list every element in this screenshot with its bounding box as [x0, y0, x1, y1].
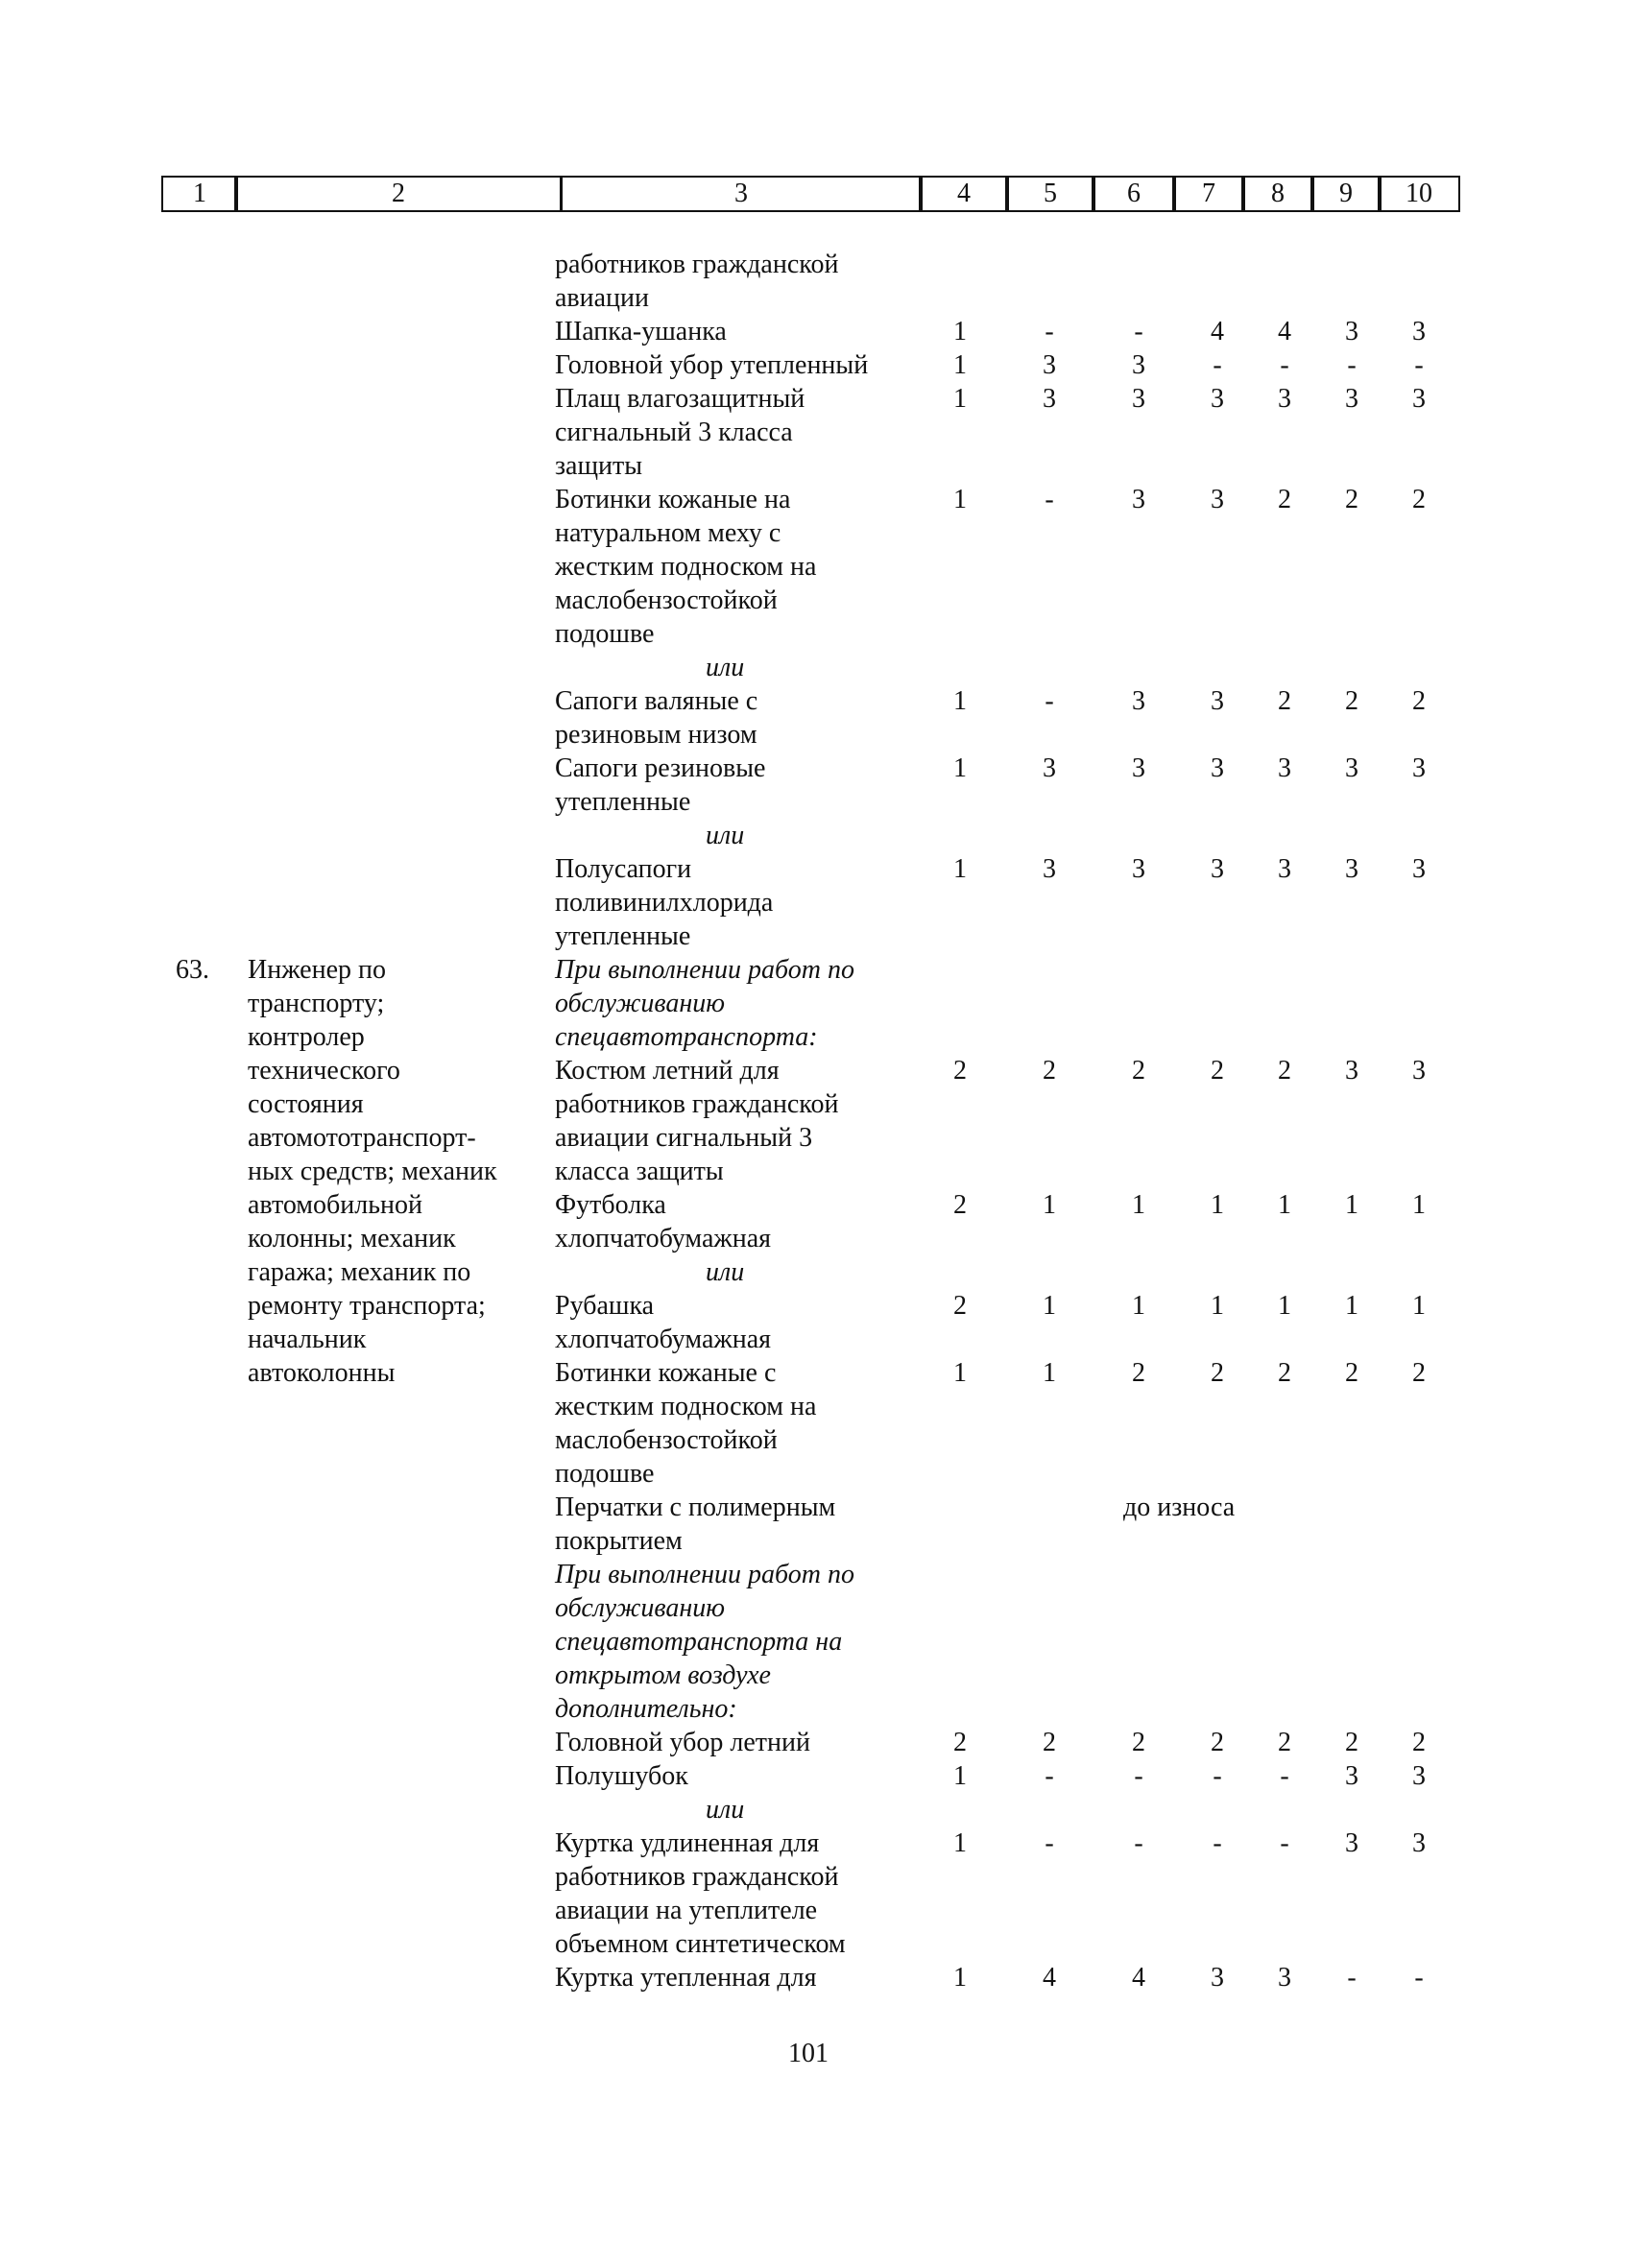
value-col-10: 2 — [1412, 1728, 1426, 1757]
value-col-8: - — [1280, 1761, 1289, 1791]
value-col-4: 1 — [953, 1963, 967, 1993]
value-col-5: 2 — [1043, 1728, 1056, 1757]
page-number: 101 — [788, 2039, 829, 2068]
value-col-7: 3 — [1211, 1963, 1224, 1993]
column-header-4: 4 — [919, 176, 1009, 212]
value-col-5: - — [1045, 1828, 1054, 1858]
column-header-5: 5 — [1005, 176, 1095, 212]
value-col-10: 2 — [1412, 686, 1426, 716]
position-title-line: ных средств; механик — [248, 1157, 497, 1186]
value-col-5: 1 — [1043, 1291, 1056, 1321]
value-col-9: 2 — [1345, 686, 1358, 716]
value-col-6: 3 — [1132, 753, 1145, 783]
value-col-6: 4 — [1132, 1963, 1145, 1993]
item-name-line: работников гражданской — [555, 1862, 839, 1892]
item-name-line: Ботинки кожаные с — [555, 1358, 777, 1388]
value-col-4: 1 — [953, 753, 967, 783]
item-name-line: защиты — [555, 451, 643, 481]
value-col-9: 3 — [1345, 854, 1358, 884]
value-col-5: 3 — [1043, 384, 1056, 414]
value-col-10: 3 — [1412, 384, 1426, 414]
item-name-line: Шапка-ушанка — [555, 317, 727, 346]
value-col-4: 1 — [953, 350, 967, 380]
item-name-line: авиации на утеплителе — [555, 1896, 818, 1925]
value-col-10: 3 — [1412, 753, 1426, 783]
value-col-5: 3 — [1043, 753, 1056, 783]
value-col-6: 2 — [1132, 1056, 1145, 1086]
value-col-7: 3 — [1211, 384, 1224, 414]
value-col-8: 2 — [1278, 1358, 1291, 1388]
section-heading-line: обслуживанию — [555, 989, 725, 1018]
value-col-6: 3 — [1132, 686, 1145, 716]
column-header-10: 10 — [1378, 176, 1460, 212]
wear-note: до износа — [1123, 1492, 1236, 1522]
position-title-line: состояния — [248, 1089, 364, 1119]
item-name-line: утепленные — [555, 787, 691, 817]
position-title-line: автоколонны — [248, 1358, 396, 1388]
position-title-line: автомототранспорт- — [248, 1123, 476, 1153]
value-col-8: 4 — [1278, 317, 1291, 346]
value-col-8: 2 — [1278, 485, 1291, 514]
value-col-7: - — [1213, 1828, 1222, 1858]
value-col-7: 3 — [1211, 686, 1224, 716]
value-col-5: - — [1045, 686, 1054, 716]
item-name-line: Головной убор утепленный — [555, 350, 869, 380]
value-col-10: - — [1414, 350, 1424, 380]
column-header-8: 8 — [1241, 176, 1314, 212]
section-heading-line: открытом воздухе — [555, 1660, 771, 1690]
value-col-8: 3 — [1278, 1963, 1291, 1993]
value-col-7: 2 — [1211, 1728, 1224, 1757]
value-col-4: 2 — [953, 1056, 967, 1086]
value-col-6: 1 — [1132, 1190, 1145, 1220]
column-header-7: 7 — [1172, 176, 1245, 212]
value-col-4: 1 — [953, 485, 967, 514]
value-col-8: 1 — [1278, 1291, 1291, 1321]
value-col-7: - — [1213, 350, 1222, 380]
section-heading-line: спецавтотранспорта: — [555, 1022, 818, 1052]
item-name-line: жестким подноском на — [555, 552, 817, 582]
value-col-5: - — [1045, 485, 1054, 514]
position-title-line: транспорту; — [248, 989, 385, 1018]
row-number: 63. — [176, 955, 209, 985]
value-col-9: 3 — [1345, 753, 1358, 783]
item-name-line: утепленные — [555, 921, 691, 951]
item-name-line: Сапоги валяные с — [555, 686, 758, 716]
item-name-line: резиновым низом — [555, 720, 757, 750]
item-name-line: Перчатки с полимерным — [555, 1492, 836, 1522]
value-col-5: 2 — [1043, 1056, 1056, 1086]
value-col-6: 3 — [1132, 384, 1145, 414]
value-col-7: 3 — [1211, 485, 1224, 514]
item-name-line: натуральном меху с — [555, 518, 781, 548]
item-name-line: Плащ влагозащитный — [555, 384, 805, 414]
section-heading-line: обслуживанию — [555, 1593, 725, 1623]
position-title-line: автомобильной — [248, 1190, 422, 1220]
section-heading-line: При выполнении работ по — [555, 1560, 854, 1589]
position-title-line: начальник — [248, 1325, 367, 1354]
item-name-line: Рубашка — [555, 1291, 655, 1321]
value-col-5: 3 — [1043, 854, 1056, 884]
value-col-9: 3 — [1345, 1056, 1358, 1086]
value-col-10: - — [1414, 1963, 1424, 1993]
value-col-4: 1 — [953, 686, 967, 716]
position-title-line: контролер — [248, 1022, 365, 1052]
item-name-line: Головной убор летний — [555, 1728, 810, 1757]
column-header-6: 6 — [1092, 176, 1176, 212]
item-name-line: Ботинки кожаные на — [555, 485, 791, 514]
value-col-8: 3 — [1278, 753, 1291, 783]
value-col-8: 2 — [1278, 686, 1291, 716]
item-name-line: хлопчатобумажная — [555, 1224, 772, 1253]
or-separator: или — [706, 1257, 745, 1287]
value-col-9: 3 — [1345, 384, 1358, 414]
value-col-9: 3 — [1345, 317, 1358, 346]
value-col-6: - — [1134, 317, 1143, 346]
item-name-line: Куртка утепленная для — [555, 1963, 817, 1993]
position-title-line: ремонту транспорта; — [248, 1291, 486, 1321]
value-col-9: 2 — [1345, 1358, 1358, 1388]
value-col-8: - — [1280, 1828, 1289, 1858]
or-separator: или — [706, 653, 745, 682]
value-col-9: - — [1347, 350, 1357, 380]
value-col-6: 3 — [1132, 485, 1145, 514]
value-col-6: 1 — [1132, 1291, 1145, 1321]
value-col-9: 2 — [1345, 1728, 1358, 1757]
item-name-line: поливинилхлорида — [555, 888, 774, 918]
item-name-line: Полусапоги — [555, 854, 692, 884]
continuation-line: работников гражданской — [555, 250, 839, 279]
value-col-10: 3 — [1412, 317, 1426, 346]
value-col-9: 3 — [1345, 1828, 1358, 1858]
column-header-2: 2 — [234, 176, 563, 212]
value-col-10: 3 — [1412, 1828, 1426, 1858]
value-col-4: 2 — [953, 1190, 967, 1220]
value-col-4: 2 — [953, 1728, 967, 1757]
value-col-7: - — [1213, 1761, 1222, 1791]
continuation-line: авиации — [555, 283, 650, 313]
value-col-8: 1 — [1278, 1190, 1291, 1220]
value-col-6: 3 — [1132, 854, 1145, 884]
position-title-line: гаража; механик по — [248, 1257, 471, 1287]
item-name-line: класса защиты — [555, 1157, 724, 1186]
value-col-10: 1 — [1412, 1190, 1426, 1220]
value-col-4: 1 — [953, 384, 967, 414]
item-name-line: авиации сигнальный 3 — [555, 1123, 813, 1153]
value-col-8: 2 — [1278, 1728, 1291, 1757]
value-col-4: 2 — [953, 1291, 967, 1321]
or-separator: или — [706, 1795, 745, 1825]
value-col-9: 3 — [1345, 1761, 1358, 1791]
value-col-7: 4 — [1211, 317, 1224, 346]
value-col-6: - — [1134, 1828, 1143, 1858]
value-col-4: 1 — [953, 1358, 967, 1388]
value-col-10: 3 — [1412, 1761, 1426, 1791]
value-col-8: 2 — [1278, 1056, 1291, 1086]
value-col-6: 2 — [1132, 1728, 1145, 1757]
value-col-9: 2 — [1345, 485, 1358, 514]
item-name-line: Футболка — [555, 1190, 666, 1220]
section-heading-line: дополнительно: — [555, 1694, 737, 1724]
item-name-line: подошве — [555, 619, 655, 649]
value-col-8: 3 — [1278, 854, 1291, 884]
value-col-8: - — [1280, 350, 1289, 380]
or-separator: или — [706, 821, 745, 850]
value-col-10: 3 — [1412, 1056, 1426, 1086]
item-name-line: маслобензостойкой — [555, 585, 778, 615]
position-title-line: Инженер по — [248, 955, 387, 985]
item-name-line: подошве — [555, 1459, 655, 1489]
value-col-9: 1 — [1345, 1190, 1358, 1220]
item-name-line: работников гражданской — [555, 1089, 839, 1119]
item-name-line: сигнальный 3 класса — [555, 418, 793, 447]
value-col-10: 2 — [1412, 1358, 1426, 1388]
value-col-9: 1 — [1345, 1291, 1358, 1321]
value-col-5: - — [1045, 1761, 1054, 1791]
item-name-line: маслобензостойкой — [555, 1425, 778, 1455]
position-title-line: колонны; механик — [248, 1224, 456, 1253]
value-col-5: 1 — [1043, 1358, 1056, 1388]
value-col-7: 1 — [1211, 1291, 1224, 1321]
item-name-line: Куртка удлиненная для — [555, 1828, 820, 1858]
item-name-line: Полушубок — [555, 1761, 688, 1791]
section-heading-line: При выполнении работ по — [555, 955, 854, 985]
column-header-1: 1 — [161, 176, 238, 212]
position-title-line: технического — [248, 1056, 400, 1086]
value-col-4: 1 — [953, 1828, 967, 1858]
value-col-10: 3 — [1412, 854, 1426, 884]
value-col-5: - — [1045, 317, 1054, 346]
value-col-5: 3 — [1043, 350, 1056, 380]
value-col-4: 1 — [953, 1761, 967, 1791]
value-col-7: 3 — [1211, 854, 1224, 884]
value-col-9: - — [1347, 1963, 1357, 1993]
item-name-line: жестким подноском на — [555, 1392, 817, 1421]
column-header-9: 9 — [1310, 176, 1382, 212]
value-col-8: 3 — [1278, 384, 1291, 414]
value-col-7: 3 — [1211, 753, 1224, 783]
value-col-7: 2 — [1211, 1358, 1224, 1388]
item-name-line: объемном синтетическом — [555, 1929, 846, 1959]
value-col-6: 3 — [1132, 350, 1145, 380]
item-name-line: покрытием — [555, 1526, 683, 1556]
item-name-line: Костюм летний для — [555, 1056, 780, 1086]
value-col-6: 2 — [1132, 1358, 1145, 1388]
value-col-7: 1 — [1211, 1190, 1224, 1220]
value-col-10: 2 — [1412, 485, 1426, 514]
item-name-line: хлопчатобумажная — [555, 1325, 772, 1354]
value-col-5: 1 — [1043, 1190, 1056, 1220]
value-col-10: 1 — [1412, 1291, 1426, 1321]
value-col-6: - — [1134, 1761, 1143, 1791]
section-heading-line: спецавтотранспорта на — [555, 1627, 843, 1657]
value-col-4: 1 — [953, 854, 967, 884]
value-col-5: 4 — [1043, 1963, 1056, 1993]
value-col-7: 2 — [1211, 1056, 1224, 1086]
value-col-4: 1 — [953, 317, 967, 346]
item-name-line: Сапоги резиновые — [555, 753, 766, 783]
column-header-3: 3 — [560, 176, 923, 212]
